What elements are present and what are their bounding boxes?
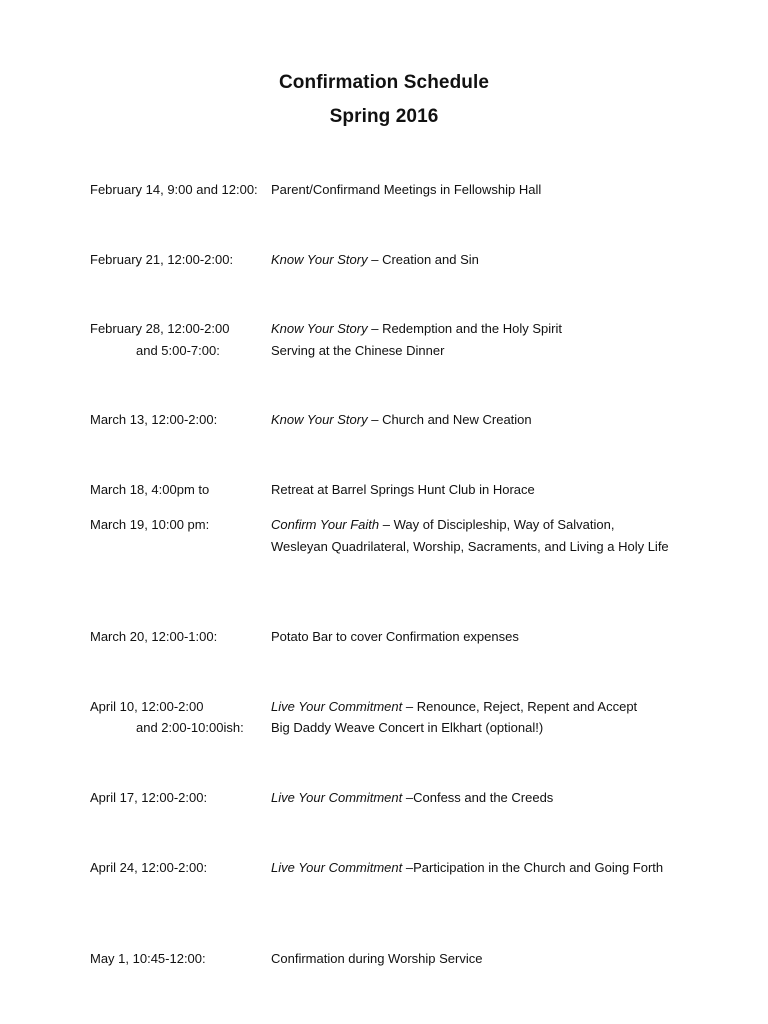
entry-text: Retreat at Barrel Springs Hunt Club in Horace (271, 482, 535, 497)
entry-description (271, 482, 535, 498)
entry-session-title: Live Your Commitment (271, 790, 403, 805)
entry-separator: – (402, 790, 414, 805)
entry-text: Confess and the Creeds (413, 790, 554, 805)
entry-text: Creation and Sin (382, 252, 479, 267)
entry-session-title: Know Your Story (271, 321, 368, 336)
entry-description (271, 182, 541, 198)
entry-date: March 13, 12:00-2:00: (90, 412, 218, 427)
entry-separator: – (367, 321, 383, 336)
entry-separator: – (379, 517, 394, 532)
entry-text: Big Daddy Weave Concert in Elkhart (optional!) (271, 720, 544, 735)
entry-date: March 20, 12:00-1:00: (90, 629, 218, 644)
entry-separator: – (402, 860, 414, 875)
entry-session-title: Live Your Commitment (271, 699, 403, 714)
entry-description (271, 629, 519, 645)
entry-description (271, 343, 444, 359)
page-subtitle: Spring 2016 (329, 106, 439, 127)
page-title: Confirmation Schedule (278, 72, 490, 93)
entry-separator: – (367, 252, 383, 267)
entry-separator: – (367, 412, 383, 427)
entry-description (271, 857, 671, 879)
entry-description (271, 951, 482, 967)
entry-description (271, 321, 562, 337)
entry-date: April 17, 12:00-2:00: (90, 790, 208, 805)
entry-text: Potato Bar to cover Confirmation expenses (271, 629, 519, 644)
entry-date: and 2:00-10:00ish: (136, 720, 244, 735)
entry-date: February 28, 12:00-2:00 (90, 321, 230, 336)
entry-session-title: Confirm Your Faith (271, 517, 380, 532)
entry-date: and 5:00-7:00: (136, 343, 220, 358)
entry-date: March 19, 10:00 pm: (90, 517, 210, 532)
entry-text: Confirmation during Worship Service (271, 951, 483, 966)
entry-session-title: Know Your Story (271, 412, 368, 427)
entry-text: Renounce, Reject, Repent and Accept (416, 699, 638, 714)
entry-text: Church and New Creation (382, 412, 532, 427)
entry-description (271, 514, 671, 558)
entry-date: April 10, 12:00-2:00 (90, 699, 204, 714)
entry-description (271, 252, 479, 268)
entry-date: February 21, 12:00-2:00: (90, 252, 234, 267)
entry-date: April 24, 12:00-2:00: (90, 860, 208, 875)
entry-text: Serving at the Chinese Dinner (271, 343, 445, 358)
entry-text: Participation in the Church and Going Forth (413, 860, 664, 875)
entry-text: Way of Discipleship, Way of Salvation, Wesleyan Quadrilateral, Worship, Sacraments, and Living a Holy Life (271, 517, 669, 554)
entry-date: February 14, 9:00 and 12:00: (90, 182, 258, 197)
entry-text: Parent/Confirmand Meetings in Fellowship Hall (271, 182, 542, 197)
entry-description (271, 412, 532, 428)
entry-separator: – (402, 699, 417, 714)
entry-session-title: Know Your Story (271, 252, 368, 267)
entry-description (271, 699, 637, 715)
entry-session-title: Live Your Commitment (271, 860, 403, 875)
entry-date: March 18, 4:00pm to (90, 482, 210, 497)
entry-description (271, 790, 553, 806)
entry-text: Redemption and the Holy Spirit (382, 321, 562, 336)
entry-date: May 1, 10:45-12:00: (90, 951, 206, 966)
entry-description (271, 720, 543, 736)
